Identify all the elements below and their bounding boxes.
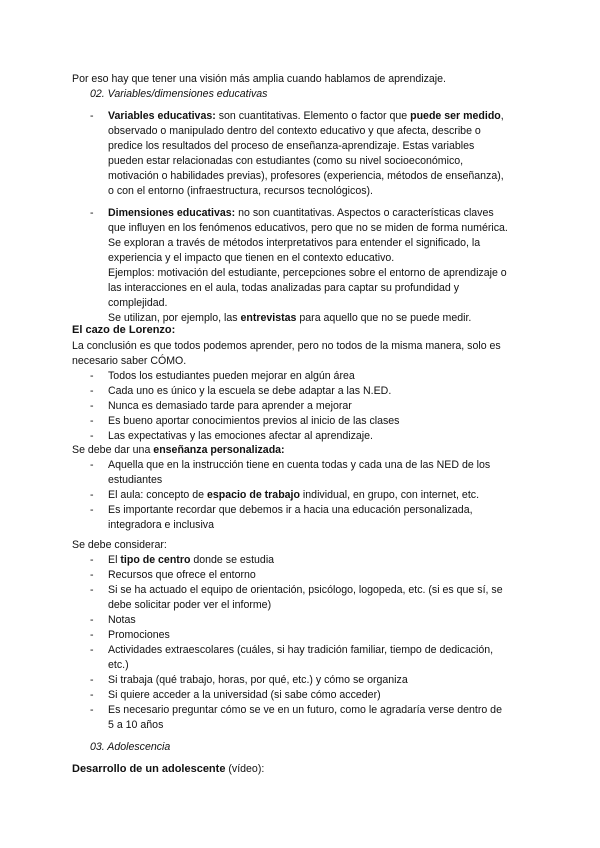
list-item bbox=[108, 553, 274, 568]
dimensiones-line-5: Ejemplos: motivación del estudiante, percepciones sobre el entorno de aprendizaje o bbox=[108, 267, 507, 279]
list-item: Es bueno aportar conocimientos previos al inicio de las clases bbox=[108, 415, 400, 427]
list-item: Nunca es demasiado tarde para aprender a mejorar bbox=[108, 400, 352, 412]
list-item: Es necesario preguntar cómo se ve en un futuro, como le agradaría verse dentro de bbox=[108, 704, 502, 716]
bullet-dash: - bbox=[90, 430, 94, 442]
list-item-continuation: etc.) bbox=[108, 659, 129, 671]
desarrollo-heading-bold: Desarrollo de un adolescente bbox=[72, 763, 226, 775]
variables-text: son cuantitativas. Elemento o factor que bbox=[215, 110, 411, 122]
dimensiones-line-6: las interacciones en el aula, todas analizadas para captar su profundidad y bbox=[108, 282, 459, 294]
section-heading-03: 03. Adolescencia bbox=[90, 741, 171, 753]
list-item: Todos los estudiantes pueden mejorar en algún área bbox=[108, 370, 355, 382]
dimensiones-line-7: complejidad. bbox=[108, 297, 168, 309]
list-item-text: donde se estudia bbox=[190, 554, 275, 566]
bullet-dash: - bbox=[90, 459, 94, 471]
variables-comma: , bbox=[500, 110, 504, 122]
lorenzo-heading: El cazo de Lorenzo: bbox=[72, 324, 176, 336]
lorenzo-paragraph-line-1: La conclusión es que todos podemos aprender, pero no todos de la misma manera, solo es bbox=[72, 340, 501, 352]
list-item: Las expectativas y las emociones afectar al aprendizaje. bbox=[108, 430, 373, 442]
list-item: Es importante recordar que debemos ir a hacia una educación personalizada, bbox=[108, 504, 473, 516]
list-item: Si quiere acceder a la universidad (si sabe cómo acceder) bbox=[108, 689, 381, 701]
dimensiones-emphasis: entrevistas bbox=[240, 312, 297, 324]
list-item-text: individual, en grupo, con internet, etc. bbox=[299, 489, 480, 501]
dimensiones-term: Dimensiones educativas: bbox=[108, 207, 236, 219]
bullet-dash: - bbox=[90, 584, 94, 596]
considerar-lead: Se debe considerar: bbox=[72, 539, 167, 551]
list-item-continuation: debe solicitar poder ver el informe) bbox=[108, 599, 272, 611]
personalizada-lead-emphasis: enseñanza personalizada: bbox=[153, 444, 285, 456]
bullet-dash: - bbox=[90, 207, 94, 219]
section-heading-02: 02. Variables/dimensiones educativas bbox=[90, 88, 268, 100]
list-item-continuation: estudiantes bbox=[108, 474, 163, 486]
list-item-text: El aula: concepto de bbox=[108, 489, 207, 501]
variables-line-4: pueden estar relacionadas con estudiantes (como su nivel socioeconómico, bbox=[108, 155, 464, 167]
bullet-dash: - bbox=[90, 489, 94, 501]
bullet-dash: - bbox=[90, 370, 94, 382]
variables-line-5: motivación o habilidades previas), profesores (experiencia, métodos de enseñanza), bbox=[108, 170, 504, 182]
bullet-dash: - bbox=[90, 400, 94, 412]
dimensiones-line-4: experiencia y el impacto que tienen en el contexto educativo. bbox=[108, 252, 395, 264]
bullet-dash: - bbox=[90, 704, 94, 716]
list-item-emphasis: espacio de trabajo bbox=[206, 489, 300, 501]
dimensiones-text: para aquello que no se puede medir. bbox=[296, 312, 472, 324]
bullet-dash: - bbox=[90, 110, 94, 122]
list-item: Si trabaja (qué trabajo, horas, por qué, etc.) y cómo se organiza bbox=[108, 674, 408, 686]
bullet-dash: - bbox=[90, 504, 94, 516]
dimensiones-text: Se utilizan, por ejemplo, las bbox=[108, 312, 241, 324]
dimensiones-line-2: que influyen en los fenómenos educativos, pero que no se miden de forma numérica. bbox=[108, 222, 508, 234]
list-item: Aquella que en la instrucción tiene en cuenta todas y cada una de las NED de los bbox=[108, 459, 491, 471]
intro-paragraph: Por eso hay que tener una visión más amplia cuando hablamos de aprendizaje. bbox=[72, 73, 446, 85]
bullet-dash: - bbox=[90, 689, 94, 701]
list-item: Notas bbox=[108, 614, 136, 626]
list-item-text: El bbox=[108, 554, 121, 566]
list-item: Cada uno es único y la escuela se debe adaptar a las N.ED. bbox=[108, 385, 392, 397]
variables-line-3: predice los resultados del proceso de enseñanza-aprendizaje. Estas variables bbox=[108, 140, 475, 152]
bullet-dash: - bbox=[90, 385, 94, 397]
bullet-dash: - bbox=[90, 569, 94, 581]
list-item-continuation: 5 a 10 años bbox=[108, 719, 164, 731]
dimensiones-line-3: Se exploran a través de métodos interpretativos para entender el significado, la bbox=[108, 237, 481, 249]
list-item: Recursos que ofrece el entorno bbox=[108, 569, 256, 581]
variables-line-6: o con el entorno (infraestructura, recursos tecnológicos). bbox=[108, 185, 373, 197]
bullet-dash: - bbox=[90, 415, 94, 427]
list-item: Promociones bbox=[108, 629, 170, 641]
list-item: Si se ha actuado el equipo de orientación, psicólogo, logopeda, etc. (si es que sí, se bbox=[108, 584, 503, 596]
bullet-dash: - bbox=[90, 554, 94, 566]
dimensiones-line-1 bbox=[108, 206, 494, 221]
personalizada-lead-text: Se debe dar una bbox=[72, 444, 154, 456]
lorenzo-paragraph-line-2: necesario saber CÓMO. bbox=[72, 355, 187, 367]
variables-line-2: observado o manipulado dentro del contexto educativo y que afecta, describe o bbox=[108, 125, 481, 137]
list-item: Actividades extraescolares (cuáles, si hay tradición familiar, tiempo de dedicación, bbox=[108, 644, 494, 656]
bullet-dash: - bbox=[90, 674, 94, 686]
bullet-dash: - bbox=[90, 629, 94, 641]
variables-emphasis: puede ser medido bbox=[410, 110, 501, 122]
list-item bbox=[108, 488, 479, 503]
list-item-emphasis: tipo de centro bbox=[120, 554, 191, 566]
desarrollo-heading-rest: (vídeo): bbox=[225, 763, 265, 775]
variables-line-1 bbox=[108, 109, 504, 124]
bullet-dash: - bbox=[90, 644, 94, 656]
desarrollo-heading bbox=[72, 762, 264, 777]
bullet-dash: - bbox=[90, 614, 94, 626]
list-item-continuation: integradora e inclusiva bbox=[108, 519, 214, 531]
variables-term: Variables educativas: bbox=[108, 110, 216, 122]
dimensiones-text: no son cuantitativas. Aspectos o características claves bbox=[235, 207, 494, 219]
personalizada-lead bbox=[72, 443, 285, 458]
